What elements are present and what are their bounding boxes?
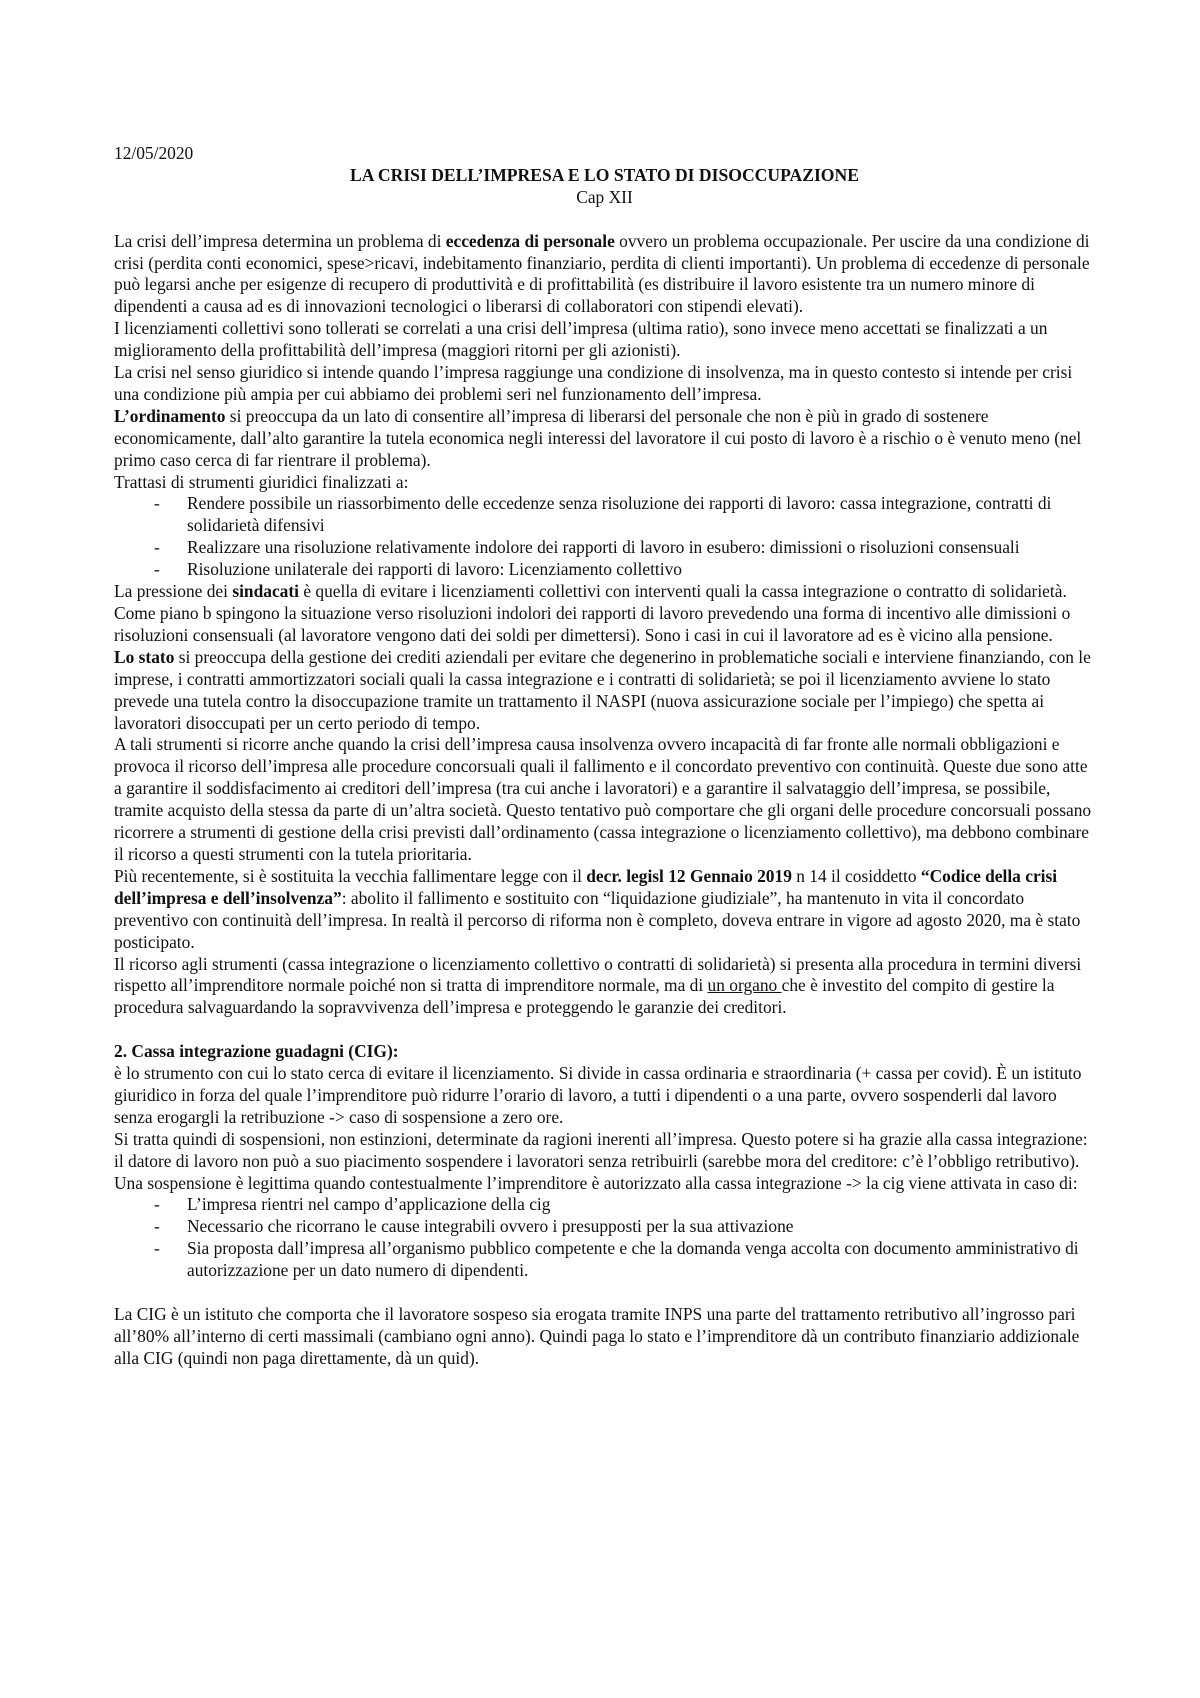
bold-term: L’ordinamento: [114, 405, 226, 426]
bold-term: “Codice della crisi dell’impresa e dell’insolvenza”: [114, 865, 1058, 908]
paragraph-text: : abolito il fallimento e sostituito con “liquidazione giudiziale”, ha mantenuto in vita il concordato preventivo con continuità dell’impresa. In realtà il percorso di riforma non è completo, doveva entrare in vigore ad agosto 2020, ma è stato posticipato.: [114, 887, 1081, 952]
bold-term: eccedenza di personale: [445, 230, 615, 251]
paragraph-text: si preoccupa da un lato di consentire all’impresa di liberarsi del personale che non è più in grado di sostenere economicamente, dall’alto garantire la tutela economica negli interessi del lavoratore il cui posto di lavoro è a rischio o è venuto meno (nel primo caso cerca di far rientrare il problema).: [114, 405, 1082, 470]
paragraph-cig-sospensioni: Si tratta quindi di sospensioni, non estinzioni, determinate da ragioni inerenti all’impresa. Questo potere si ha grazie alla cassa integrazione: il datore di lavoro non può a suo piacimento sospendere i lavoratori senza retribuirli (sarebbe mora del creditore: c’è l’obbligo retributivo). Una sospensione è legittima quando contestualmente l’imprenditore è autorizzato alla cassa integrazione -> la cig viene attivata in caso di:: [114, 1128, 1088, 1193]
document-subtitle: Cap XII: [576, 186, 633, 207]
paragraph-licenziamenti: I licenziamenti collettivi sono tollerati se correlati a una crisi dell’impresa (ultima ratio), sono invece meno accettati se finalizzati a un miglioramento della profittabilità dell’impresa (maggiori ritorni per gli azionisti).: [114, 318, 1048, 361]
list-item: - Realizzare una risoluzione relativamente indolore dei rapporti di lavoro in esubero: dimissioni o risoluzioni consensuali: [114, 537, 1095, 559]
paragraph-text: La crisi dell’impresa determina un problema di: [114, 230, 446, 251]
paragraph-text: n 14 il cosiddetto: [791, 865, 921, 886]
paragraph-crisi-giuridica: La crisi nel senso giuridico si intende quando l’impresa raggiunge una condizione di insolvenza, ma in questo contesto si intende per crisi una condizione più ampia per cui abbiamo dei problemi seri nel funzionamento dell’impresa.: [114, 362, 1073, 404]
paragraph-sindacati: [114, 581, 1095, 647]
list-item: - Rendere possibile un riassorbimento delle eccedenze senza risoluzione dei rapporti di lavoro: cassa integrazione, contratti di solidarietà difensivi: [114, 493, 1095, 537]
paragraph-cig-definizione: è lo strumento con cui lo stato cerca di evitare il licenziamento. Si divide in cassa ordinaria e straordinaria (+ cassa per covid). È un istituto giuridico in forza del quale l’imprenditore può ridurre l’orario di lavoro, a tutti i dipendenti o a una parte, ovvero sospenderli dal lavoro senza erogargli la retribuzione -> caso di sospensione a zero ore.: [114, 1063, 1082, 1127]
paragraph-codice-crisi: [114, 866, 1095, 954]
paragraph-insolvenza: A tali strumenti si ricorre anche quando la crisi dell’impresa causa insolvenza ovvero incapacità di far fronte alle normali obbligazioni e provoca il ricorso dell’impresa alle procedure concorsuali quali il fallimento e il concordato preventivo con continuità. Queste due sono atte a garantire il soddisfacimento ai creditori dell’impresa (tra cui anche i lavoratori) e a garantire il salvataggio dell’impresa, se possibile, tramite acquisto della stessa da parte di un’altra società. Questo tentativo può comportare che gli organi delle procedure concorsuali possano ricorrere a strumenti di gestione della crisi previsti dall’ordinamento (cassa integrazione o licenziamento collettivo), ma debbono combinare il ricorso a questi strumenti con la tutela prioritaria.: [114, 734, 1092, 864]
document-date: 12/05/2020: [114, 143, 194, 163]
paragraph-text: Il ricorso agli strumenti (cassa integrazione o licenziamento collettivo o contratti di solidarietà) si presenta alla procedura in termini diversi rispetto all’imprenditore normale poiché non si tratta di imprenditore normale, ma di: [114, 953, 1082, 996]
paragraph-cig-inps: La CIG è un istituto che comporta che il lavoratore sospeso sia erogata tramite INPS una parte del trattamento retributivo all’ingrosso pari all’80% all’interno di certi massimali (cambiano ogni anno). Quindi paga lo stato e l’imprenditore dà un contributo finanziario addizionale alla CIG (quindi non paga direttamente, dà un quid).: [114, 1303, 1080, 1368]
paragraph-text: ovvero un problema occupazionale. Per uscire da una condizione di crisi (perdita conti economici, spese>ricavi, indebitamento finanziario, perdita di clienti importanti). Un problema di eccedenze di personale può legarsi anche per esigenze di recupero di produttività e di profittabilità (es distribuire il lavoro esistente tra un numero minore di dipendenti a causa ad es di innovazioni tecnologici o liberarsi di collaboratori con stipendi elevati).: [114, 230, 1090, 317]
strumenti-list: [114, 493, 1095, 581]
list-item: - Necessario che ricorrano le cause integrabili ovvero i presupposti per la sua attivazione: [114, 1216, 1095, 1238]
cig-conditions-list: [114, 1194, 1095, 1282]
paragraph-text: è quella di evitare i licenziamenti collettivi con interventi quali la cassa integrazione o contratto di solidarietà. Come piano b spingono la situazione verso risoluzioni indolori dei rapporti di lavoro prevedendo una forma di incentivo alle dimissioni o risoluzioni consensuali (al lavoratore vengono dati dei soldi per dimettersi). Sono i casi in cui il lavoratore ad es è vicino alla pensione.: [114, 581, 1071, 645]
paragraph-eccedenza: [114, 231, 1095, 319]
bold-term: decr. legisl 12 Gennaio 2019: [586, 865, 792, 886]
document-title: LA CRISI DELL’IMPRESA E LO STATO DI DISOCCUPAZIONE: [350, 164, 859, 185]
section-heading-cig: 2. Cassa integrazione guadagni (CIG):: [114, 1041, 399, 1062]
bold-term: sindacati: [232, 581, 299, 602]
paragraph-stato: [114, 647, 1095, 735]
list-item: - L’impresa rientri nel campo d’applicazione della cig: [114, 1194, 1095, 1216]
paragraph-text: si preoccupa della gestione dei crediti aziendali per evitare che degenerino in problematiche sociali e interviene finanziando, con le imprese, i contratti ammortizzatori sociali quali la cassa integrazione e i contratti di solidarietà; se poi il licenziamento avviene lo stato prevede una tutela contro la disoccupazione tramite un trattamento il NASPI (nuova assicurazione sociale per l’impiego) che spetta ai lavoratori disoccupati per un certo periodo di tempo.: [114, 646, 1091, 733]
underlined-term: un organo: [707, 975, 782, 996]
paragraph-ricorso-strumenti: [114, 954, 1095, 1020]
paragraph-strumenti-intro: Trattasi di strumenti giuridici finalizzati a:: [114, 471, 409, 492]
paragraph-text: La pressione dei: [114, 581, 233, 602]
list-item: - Risoluzione unilaterale dei rapporti di lavoro: Licenziamento collettivo: [114, 559, 1095, 581]
bold-term: Lo stato: [114, 646, 175, 667]
list-item: - Sia proposta dall’impresa all’organismo pubblico competente e che la domanda venga accolta con documento amministrativo di autorizzazione per un dato numero di dipendenti.: [114, 1238, 1095, 1282]
paragraph-spacer: [114, 1282, 1095, 1304]
paragraph-ordinamento: [114, 406, 1095, 472]
paragraph-text: che è investito del compito di gestire la procedura salvaguardando la sopravvivenza dell’impresa e proteggendo le garanzie dei creditori.: [114, 975, 1055, 1018]
paragraph-text: Più recentemente, si è sostituita la vecchia fallimentare legge con il: [114, 865, 587, 886]
